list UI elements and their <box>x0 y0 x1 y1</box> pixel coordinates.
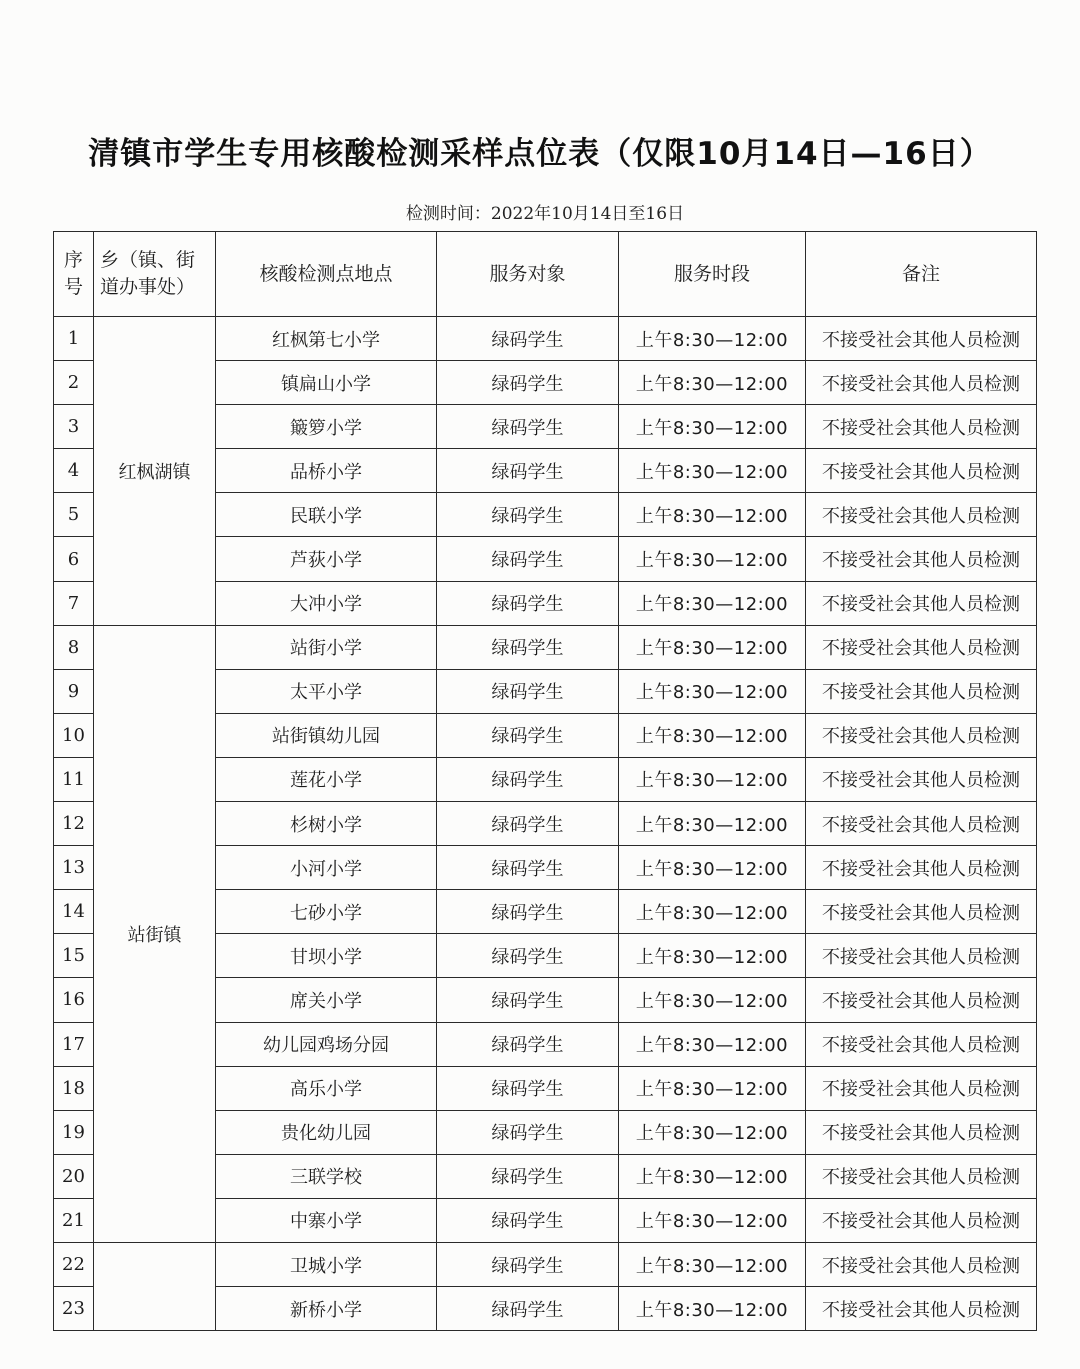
service-target: 绿码学生 <box>437 581 619 625</box>
service-time: 上午8:30—12:00 <box>619 493 806 537</box>
site-name: 七砂小学 <box>216 890 437 934</box>
service-target: 绿码学生 <box>437 713 619 757</box>
service-target: 绿码学生 <box>437 1198 619 1242</box>
service-target: 绿码学生 <box>437 493 619 537</box>
row-index: 23 <box>54 1287 94 1331</box>
row-index: 21 <box>54 1198 94 1242</box>
site-name: 卫城小学 <box>216 1242 437 1286</box>
site-name: 站街镇幼儿园 <box>216 713 437 757</box>
remark: 不接受社会其他人员检测 <box>806 1198 1037 1242</box>
table-row <box>54 317 1037 361</box>
service-time: 上午8:30—12:00 <box>619 978 806 1022</box>
service-time: 上午8:30—12:00 <box>619 934 806 978</box>
remark: 不接受社会其他人员检测 <box>806 934 1037 978</box>
site-name: 小河小学 <box>216 846 437 890</box>
remark: 不接受社会其他人员检测 <box>806 1287 1037 1331</box>
service-target: 绿码学生 <box>437 669 619 713</box>
service-target: 绿码学生 <box>437 757 619 801</box>
site-name: 三联学校 <box>216 1154 437 1198</box>
remark: 不接受社会其他人员检测 <box>806 978 1037 1022</box>
service-time: 上午8:30—12:00 <box>619 1022 806 1066</box>
header-note: 备注 <box>806 232 1037 317</box>
service-time: 上午8:30—12:00 <box>619 846 806 890</box>
site-name: 大冲小学 <box>216 581 437 625</box>
site-name: 甘坝小学 <box>216 934 437 978</box>
row-index: 1 <box>54 317 94 361</box>
service-time: 上午8:30—12:00 <box>619 449 806 493</box>
remark: 不接受社会其他人员检测 <box>806 581 1037 625</box>
row-index: 5 <box>54 493 94 537</box>
site-name: 席关小学 <box>216 978 437 1022</box>
site-name: 中寨小学 <box>216 1198 437 1242</box>
town-cell: 站街镇 <box>94 625 216 1242</box>
header-index: 序号 <box>54 232 94 317</box>
row-index: 11 <box>54 757 94 801</box>
service-time: 上午8:30—12:00 <box>619 669 806 713</box>
test-date-subtitle: 检测时间：2022年10月14日至16日 <box>405 204 685 224</box>
service-time: 上午8:30—12:00 <box>619 405 806 449</box>
service-time: 上午8:30—12:00 <box>619 1154 806 1198</box>
site-name: 太平小学 <box>216 669 437 713</box>
row-index: 14 <box>54 890 94 934</box>
site-name: 民联小学 <box>216 493 437 537</box>
service-time: 上午8:30—12:00 <box>619 537 806 581</box>
remark: 不接受社会其他人员检测 <box>806 317 1037 361</box>
service-target: 绿码学生 <box>437 934 619 978</box>
service-target: 绿码学生 <box>437 449 619 493</box>
site-name: 幼儿园鸡场分园 <box>216 1022 437 1066</box>
site-name: 贵化幼儿园 <box>216 1110 437 1154</box>
table-row <box>54 1242 1037 1286</box>
remark: 不接受社会其他人员检测 <box>806 713 1037 757</box>
row-index: 8 <box>54 625 94 669</box>
service-target: 绿码学生 <box>437 1066 619 1110</box>
row-index: 19 <box>54 1110 94 1154</box>
remark: 不接受社会其他人员检测 <box>806 493 1037 537</box>
header-time: 服务时段 <box>619 232 806 317</box>
service-target: 绿码学生 <box>437 1110 619 1154</box>
sampling-sites-table <box>53 231 1037 1331</box>
row-index: 22 <box>54 1242 94 1286</box>
service-target: 绿码学生 <box>437 846 619 890</box>
header-site: 核酸检测点地点 <box>216 232 437 317</box>
page-title: 清镇市学生专用核酸检测采样点位表（仅限10月14日—16日） <box>88 136 992 172</box>
service-target: 绿码学生 <box>437 1242 619 1286</box>
remark: 不接受社会其他人员检测 <box>806 1066 1037 1110</box>
site-name: 高乐小学 <box>216 1066 437 1110</box>
service-time: 上午8:30—12:00 <box>619 757 806 801</box>
service-target: 绿码学生 <box>437 537 619 581</box>
row-index: 13 <box>54 846 94 890</box>
service-time: 上午8:30—12:00 <box>619 317 806 361</box>
remark: 不接受社会其他人员检测 <box>806 1022 1037 1066</box>
remark: 不接受社会其他人员检测 <box>806 625 1037 669</box>
service-target: 绿码学生 <box>437 890 619 934</box>
service-time: 上午8:30—12:00 <box>619 625 806 669</box>
service-target: 绿码学生 <box>437 1022 619 1066</box>
remark: 不接受社会其他人员检测 <box>806 669 1037 713</box>
remark: 不接受社会其他人员检测 <box>806 757 1037 801</box>
service-time: 上午8:30—12:00 <box>619 1110 806 1154</box>
row-index: 20 <box>54 1154 94 1198</box>
site-name: 红枫第七小学 <box>216 317 437 361</box>
site-name: 莲花小学 <box>216 757 437 801</box>
service-time: 上午8:30—12:00 <box>619 713 806 757</box>
row-index: 9 <box>54 669 94 713</box>
table-row <box>54 625 1037 669</box>
town-cell: 红枫湖镇 <box>94 317 216 626</box>
table-header-row <box>54 232 1037 317</box>
remark: 不接受社会其他人员检测 <box>806 537 1037 581</box>
service-time: 上午8:30—12:00 <box>619 1066 806 1110</box>
service-target: 绿码学生 <box>437 317 619 361</box>
remark: 不接受社会其他人员检测 <box>806 405 1037 449</box>
service-target: 绿码学生 <box>437 1154 619 1198</box>
row-index: 12 <box>54 802 94 846</box>
row-index: 18 <box>54 1066 94 1110</box>
remark: 不接受社会其他人员检测 <box>806 361 1037 405</box>
remark: 不接受社会其他人员检测 <box>806 890 1037 934</box>
row-index: 2 <box>54 361 94 405</box>
site-name: 杉树小学 <box>216 802 437 846</box>
row-index: 15 <box>54 934 94 978</box>
site-name: 站街小学 <box>216 625 437 669</box>
site-name: 品桥小学 <box>216 449 437 493</box>
service-time: 上午8:30—12:00 <box>619 1198 806 1242</box>
service-time: 上午8:30—12:00 <box>619 1242 806 1286</box>
service-target: 绿码学生 <box>437 405 619 449</box>
row-index: 4 <box>54 449 94 493</box>
site-name: 新桥小学 <box>216 1287 437 1331</box>
remark: 不接受社会其他人员检测 <box>806 1110 1037 1154</box>
remark: 不接受社会其他人员检测 <box>806 1154 1037 1198</box>
remark: 不接受社会其他人员检测 <box>806 449 1037 493</box>
row-index: 6 <box>54 537 94 581</box>
service-time: 上午8:30—12:00 <box>619 890 806 934</box>
header-town: 乡（镇、街道办事处） <box>94 232 216 317</box>
row-index: 17 <box>54 1022 94 1066</box>
service-time: 上午8:30—12:00 <box>619 581 806 625</box>
site-name: 镇扁山小学 <box>216 361 437 405</box>
remark: 不接受社会其他人员检测 <box>806 846 1037 890</box>
site-name: 芦荻小学 <box>216 537 437 581</box>
row-index: 10 <box>54 713 94 757</box>
service-target: 绿码学生 <box>437 625 619 669</box>
service-time: 上午8:30—12:00 <box>619 1287 806 1331</box>
row-index: 16 <box>54 978 94 1022</box>
row-index: 3 <box>54 405 94 449</box>
header-target: 服务对象 <box>437 232 619 317</box>
remark: 不接受社会其他人员检测 <box>806 1242 1037 1286</box>
service-target: 绿码学生 <box>437 361 619 405</box>
remark: 不接受社会其他人员检测 <box>806 802 1037 846</box>
town-cell <box>94 1242 216 1330</box>
service-time: 上午8:30—12:00 <box>619 361 806 405</box>
site-name: 簸箩小学 <box>216 405 437 449</box>
service-target: 绿码学生 <box>437 802 619 846</box>
row-index: 7 <box>54 581 94 625</box>
service-time: 上午8:30—12:00 <box>619 802 806 846</box>
service-target: 绿码学生 <box>437 978 619 1022</box>
service-target: 绿码学生 <box>437 1287 619 1331</box>
